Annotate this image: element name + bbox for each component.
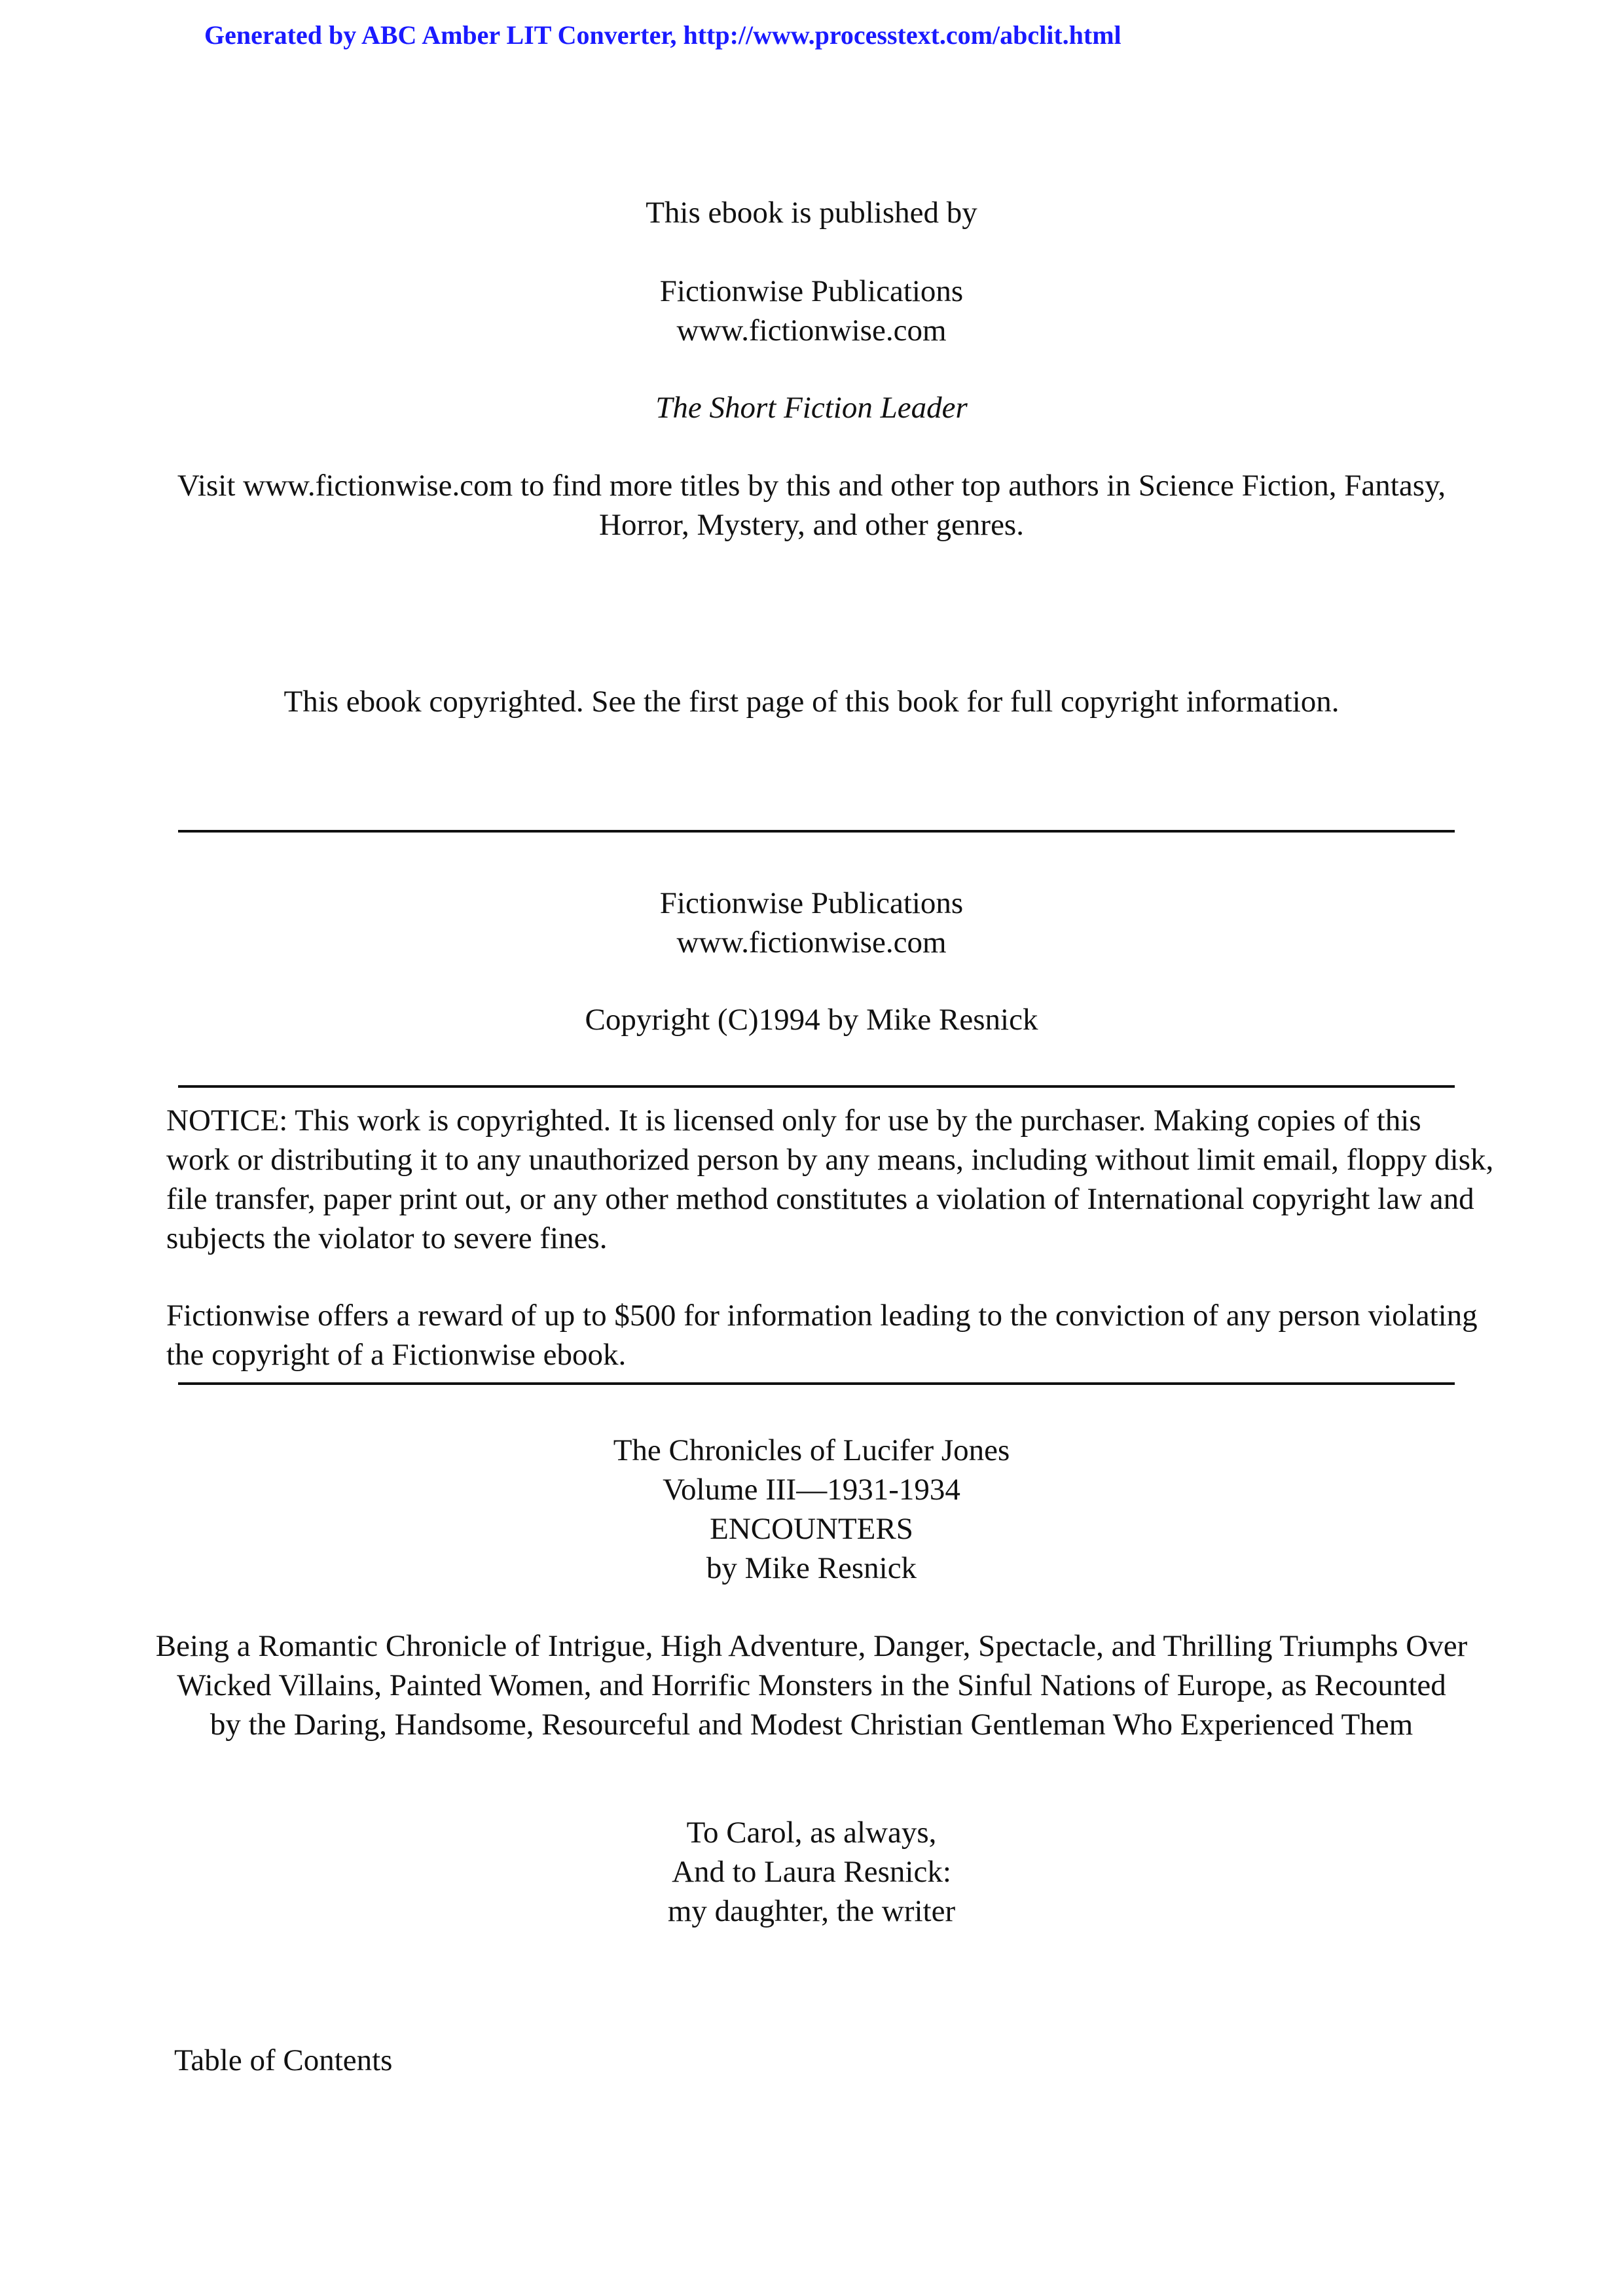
table-of-contents-label: Table of Contents (174, 2043, 393, 2077)
visit-line-1: Visit www.fictionwise.com to find more titles by this and other top authors in Science Fiction, Fantasy, (177, 469, 1446, 503)
generator-header: Generated by ABC Amber LIT Converter, http://www.processtext.com/abclit.html (204, 20, 1122, 50)
title-block (0, 1431, 1623, 1588)
notice-paragraph (166, 1101, 1494, 1258)
copyright-publisher-url: www.fictionwise.com (676, 925, 947, 960)
notice-line: subjects the violator to severe fines. (166, 1221, 608, 1255)
divider-rule (178, 1382, 1455, 1385)
copyright-notice (0, 682, 1623, 721)
tagline (0, 388, 1623, 427)
tagline-text: The Short Fiction Leader (655, 391, 968, 425)
subtitle-line: Being a Romantic Chronicle of Intrigue, High Adventure, Danger, Spectacle, and Thrilling Triumphs Over (155, 1629, 1468, 1663)
dedication-line: To Carol, as always, (686, 1816, 937, 1850)
notice-line: work or distributing it to any unauthorized person by any means, including without limit email, floppy disk, (166, 1143, 1494, 1177)
subtitle-paragraph (0, 1626, 1623, 1744)
copyright-publisher-name: Fictionwise Publications (659, 886, 964, 920)
copyright-text: Copyright (C)1994 by Mike Resnick (585, 1003, 1038, 1037)
reward-paragraph (166, 1296, 1478, 1374)
notice-line: NOTICE: This work is copyrighted. It is licensed only for use by the purchaser. Making copies of this (166, 1103, 1421, 1138)
publisher-name: Fictionwise Publications (659, 274, 964, 308)
subtitle-line: by the Daring, Handsome, Resourceful and Modest Christian Gentleman Who Experienced Them (210, 1708, 1413, 1742)
publisher-info (0, 272, 1623, 350)
published-by-text: This ebook is published by (646, 196, 977, 230)
reward-line: the copyright of a Fictionwise ebook. (166, 1338, 627, 1372)
dedication-line: And to Laura Resnick: (672, 1855, 951, 1889)
copyright-block (0, 884, 1623, 962)
dedication (0, 1813, 1623, 1931)
divider-rule (178, 830, 1455, 833)
notice-line: file transfer, paper print out, or any other method constitutes a violation of International copyright law and (166, 1182, 1474, 1216)
published-by-line (0, 193, 1623, 232)
author-line: by Mike Resnick (706, 1551, 917, 1585)
volume-line: Volume III—1931-1934 (663, 1473, 960, 1507)
divider-rule (178, 1085, 1455, 1088)
copyright-line (0, 1000, 1623, 1039)
dedication-line: my daughter, the writer (667, 1894, 956, 1928)
visit-line-2: Horror, Mystery, and other genres. (599, 508, 1024, 542)
visit-paragraph (0, 466, 1623, 545)
copyright-notice-text: This ebook copyrighted. See the first page of this book for full copyright information. (283, 685, 1340, 719)
reward-line: Fictionwise offers a reward of up to $500 for information leading to the conviction of any person violating (166, 1299, 1478, 1333)
series-title: The Chronicles of Lucifer Jones (613, 1433, 1010, 1467)
subtitle-line: Wicked Villains, Painted Women, and Horrific Monsters in the Sinful Nations of Europe, as Recounted (177, 1668, 1446, 1702)
publisher-url: www.fictionwise.com (676, 314, 947, 348)
book-title: ENCOUNTERS (710, 1512, 913, 1546)
